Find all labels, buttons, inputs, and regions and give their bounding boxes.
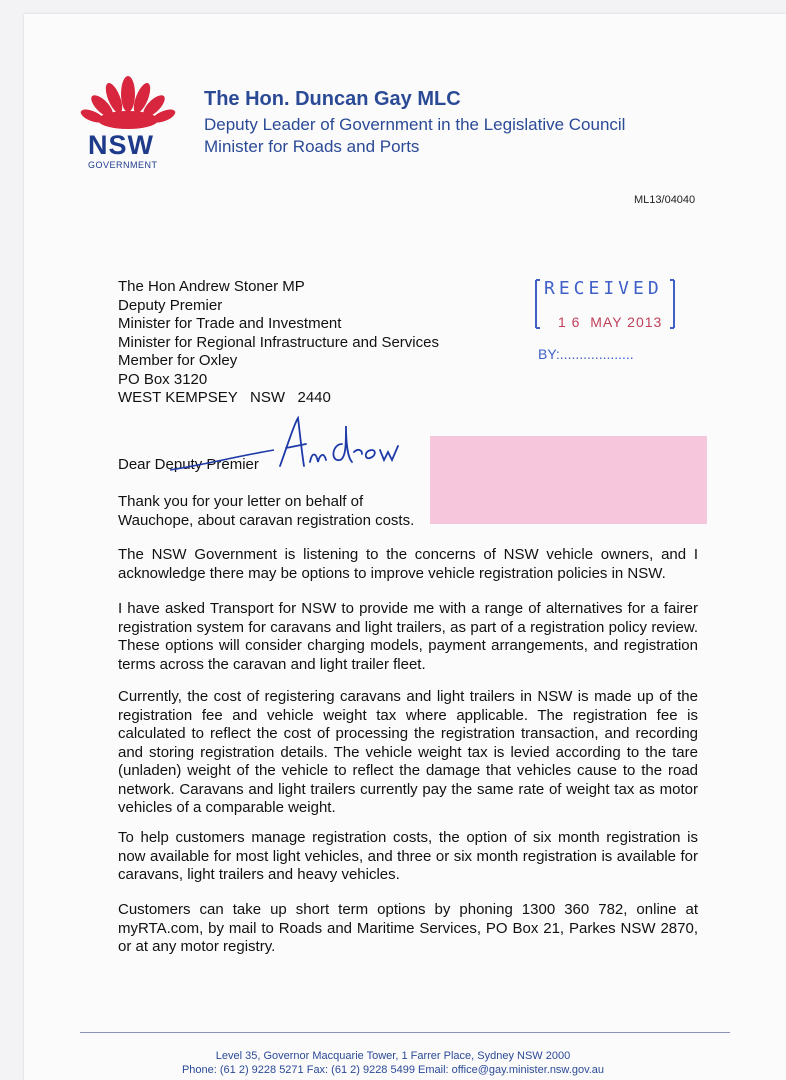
waratah-logo-icon — [80, 74, 176, 134]
minister-role-2: Minister for Roads and Ports — [204, 137, 420, 156]
paragraph-4: Currently, the cost of registering caravans and light trailers in NSW is made up of the registration fee and vehicle weight tax where applicable. The registration fee is calculated to reflect the cost of processing the registration transaction, and recording and storing registration details. The vehicle weight tax is levied according to the tare (unladen) weight of the vehicle to reflect the damage that vehicles cause to the road network. Caravans and light trailers currently pay the same rate of weight tax as motor vehicles of a comparable weight. — [118, 688, 698, 816]
footer-address: Level 35, Governor Macquarie Tower, 1 Farrer Place, Sydney NSW 2000 — [215, 1050, 571, 1062]
paragraph-6: Customers can take up short term options by phoning 1300 360 782, online at myRTA.com, by mail to Roads and Maritime Services, PO Box 21, Parkes NSW 2870, or at any motor registry. — [118, 901, 698, 955]
address-line: WEST KEMPSEY NSW 2440 — [118, 389, 331, 406]
address-line: Minister for Trade and Investment — [118, 315, 342, 332]
paragraph-1: Thank you for your letter on behalf of Wauchope, about caravan registration costs. — [118, 493, 415, 529]
address-line: The Hon Andrew Stoner MP — [118, 278, 305, 295]
paragraph-5: To help customers manage registration costs, the option of six month registration is now available for most light vehicles, and three or six month registration is available for caravans, light trailers and heavy vehicles. — [118, 829, 698, 883]
address-line: PO Box 3120 — [118, 370, 208, 388]
redacted-block — [430, 436, 707, 524]
paragraph-3: I have asked Transport for NSW to provide me with a range of alternatives for a fairer registration system for caravans and light trailers, as part of a registration policy review. These options will consider charging models, payment arrangements, and registration terms across the caravan and light trailer fleet. — [118, 600, 698, 673]
address-line: Minister for Regional Infrastructure and Services — [118, 333, 439, 351]
minister-name: The Hon. Duncan Gay MLC — [204, 88, 461, 110]
reference-number: ML13/04040 — [634, 194, 696, 206]
received-stamp-text: RECEIVED — [544, 278, 663, 299]
received-stamp-by: BY:................... — [538, 346, 634, 362]
logo-government-text: GOVERNMENT — [88, 160, 158, 170]
footer-contact: Phone: (61 2) 9228 5271 Fax: (61 2) 9228 5499 Email: office@gay.minister.nsw.gov.au — [181, 1064, 605, 1076]
paragraph-2: The NSW Government is listening to the concerns of NSW vehicle owners, and I acknowledge there may be options to improve vehicle registration policies in NSW. — [118, 546, 698, 582]
strikethrough-mark — [168, 448, 278, 474]
logo-nsw-text: NSW — [88, 130, 154, 160]
salutation: Dear Deputy Premier — [118, 456, 259, 473]
address-line: Member for Oxley — [118, 352, 238, 369]
address-line: Deputy Premier — [118, 296, 223, 314]
recipient-address — [118, 278, 439, 408]
received-stamp-date: 1 6 MAY 2013 — [558, 314, 663, 330]
footer-divider — [80, 1032, 730, 1033]
handwritten-name-signature — [276, 414, 416, 474]
minister-role-1: Deputy Leader of Government in the Legislative Council — [204, 115, 626, 134]
